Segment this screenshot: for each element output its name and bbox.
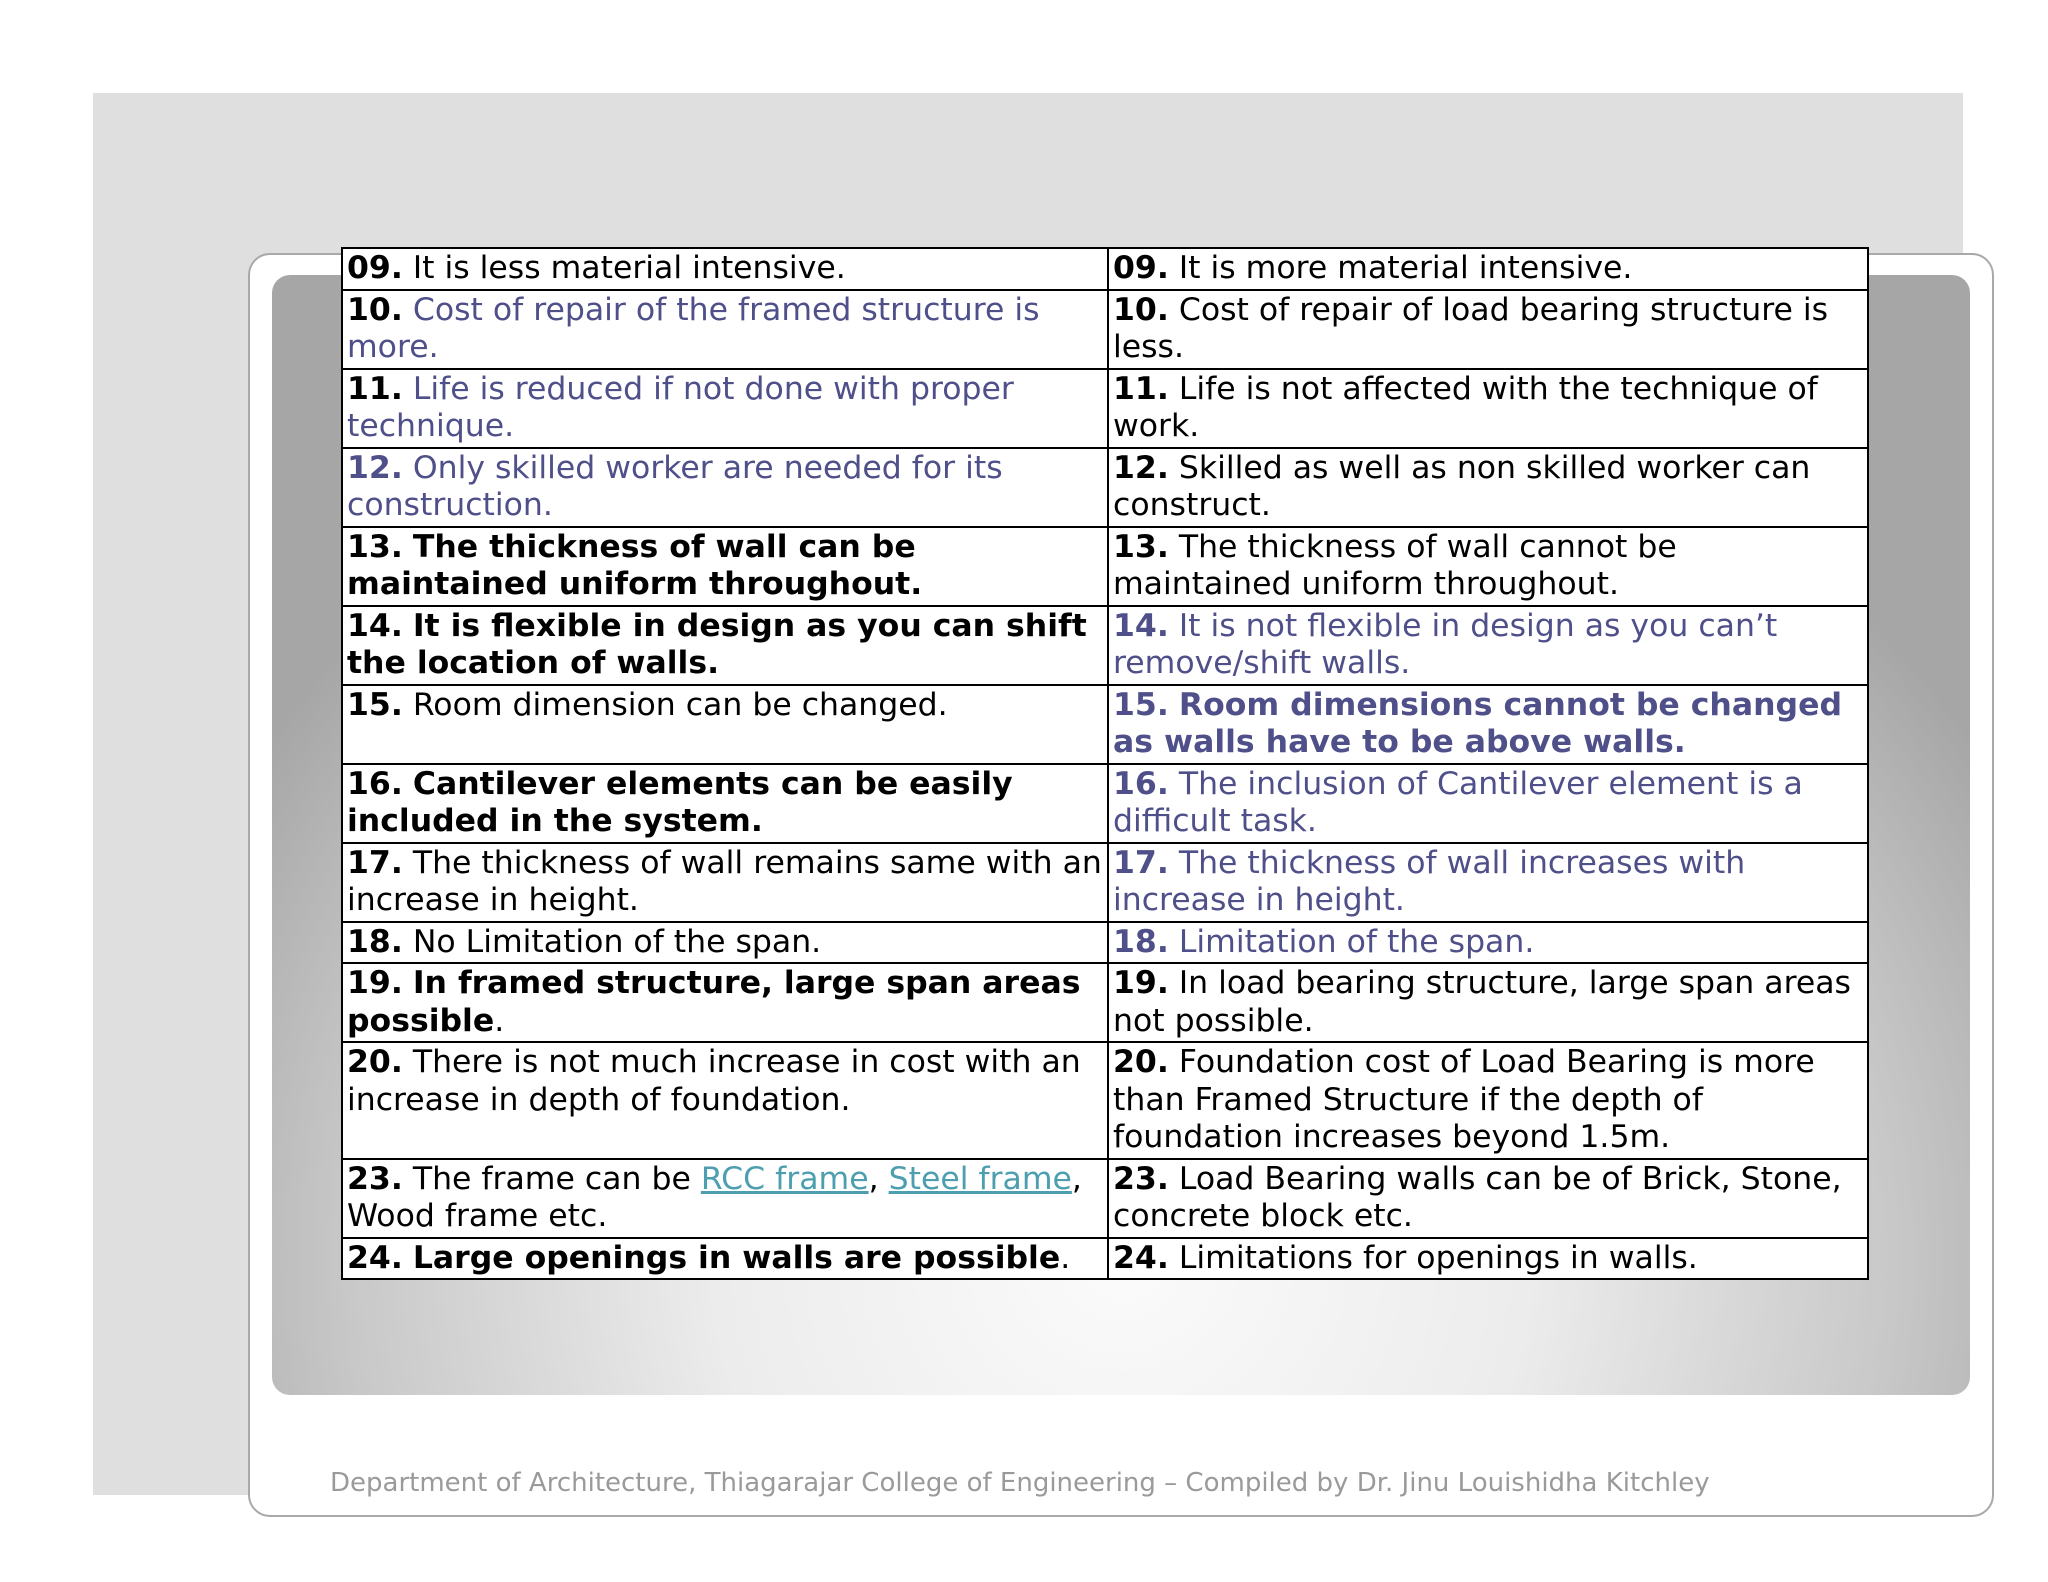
framed-cell-09 bbox=[342, 248, 1108, 290]
item-number: 23. bbox=[347, 1160, 403, 1197]
framed-cell-15 bbox=[342, 685, 1108, 764]
framed-cell-20 bbox=[342, 1042, 1108, 1159]
cell-text: Cost of repair of the framed structure is more. bbox=[347, 291, 1040, 365]
item-number: 13. bbox=[1113, 528, 1169, 565]
cell-text-tail: . bbox=[494, 1002, 505, 1039]
cell-text: Load Bearing walls can be of Brick, Stone, concrete block etc. bbox=[1113, 1160, 1842, 1234]
comparison-table bbox=[341, 247, 1869, 1280]
cell-text: It is more material intensive. bbox=[1178, 250, 1633, 286]
framed-cell-23 bbox=[342, 1159, 1108, 1238]
table-row bbox=[342, 843, 1868, 922]
item-number: 16. bbox=[347, 765, 403, 802]
loadbearing-cell-13 bbox=[1108, 527, 1868, 606]
loadbearing-cell-14 bbox=[1108, 606, 1868, 685]
cell-text: The frame can be bbox=[412, 1160, 701, 1197]
framed-cell-11 bbox=[342, 369, 1108, 448]
framed-cell-18 bbox=[342, 922, 1108, 964]
slide-background bbox=[93, 93, 1963, 1498]
loadbearing-cell-15 bbox=[1108, 685, 1868, 764]
item-number: 12. bbox=[347, 449, 403, 486]
loadbearing-cell-12 bbox=[1108, 448, 1868, 527]
item-number: 18. bbox=[347, 923, 403, 960]
loadbearing-cell-11 bbox=[1108, 369, 1868, 448]
cell-text: There is not much increase in cost with an increase in depth of foundation. bbox=[347, 1044, 1081, 1118]
cell-text: The thickness of wall remains same with an increase in height. bbox=[347, 844, 1102, 918]
table-row bbox=[342, 1159, 1868, 1238]
item-number: 19. bbox=[1113, 965, 1169, 1001]
cell-text: The thickness of wall cannot be maintained uniform throughout. bbox=[1113, 528, 1677, 602]
item-number: 10. bbox=[1113, 291, 1169, 328]
cell-text: Large openings in walls are possible bbox=[412, 1239, 1061, 1276]
cell-text-tail: . bbox=[1060, 1239, 1071, 1276]
table-row bbox=[342, 963, 1868, 1042]
steel-frame-link[interactable]: Steel frame bbox=[888, 1160, 1072, 1197]
item-number: 17. bbox=[347, 844, 403, 881]
item-number: 17. bbox=[1113, 844, 1169, 881]
cell-text: Life is reduced if not done with proper technique. bbox=[347, 370, 1014, 444]
cell-text: In framed structure, large span areas possible bbox=[347, 965, 1081, 1039]
loadbearing-cell-19 bbox=[1108, 963, 1868, 1042]
framed-cell-19 bbox=[342, 963, 1108, 1042]
table-row bbox=[342, 1238, 1868, 1280]
table-row bbox=[342, 448, 1868, 527]
cell-text: Only skilled worker are needed for its construction. bbox=[347, 449, 1003, 523]
table-row bbox=[342, 1042, 1868, 1159]
table-row bbox=[342, 922, 1868, 964]
loadbearing-cell-16 bbox=[1108, 764, 1868, 843]
cell-text: No Limitation of the span. bbox=[412, 923, 822, 960]
item-number: 09. bbox=[1113, 250, 1169, 286]
loadbearing-cell-17 bbox=[1108, 843, 1868, 922]
framed-cell-16 bbox=[342, 764, 1108, 843]
framed-cell-14 bbox=[342, 606, 1108, 685]
item-number: 12. bbox=[1113, 449, 1169, 486]
item-number: 20. bbox=[1113, 1044, 1169, 1080]
item-number: 13. bbox=[347, 528, 403, 565]
item-number: 16. bbox=[1113, 765, 1169, 802]
cell-text: The inclusion of Cantilever element is a difficult task. bbox=[1113, 765, 1803, 839]
table-row bbox=[342, 248, 1868, 290]
table-row bbox=[342, 606, 1868, 685]
item-number: 19. bbox=[347, 965, 403, 1001]
cell-text: Room dimensions cannot be changed as walls have to be above walls. bbox=[1113, 686, 1843, 760]
cell-text: Limitation of the span. bbox=[1178, 923, 1535, 960]
loadbearing-cell-10 bbox=[1108, 290, 1868, 369]
table-row bbox=[342, 290, 1868, 369]
framed-cell-13 bbox=[342, 527, 1108, 606]
cell-text: It is flexible in design as you can shift the location of walls. bbox=[347, 607, 1087, 681]
item-number: 09. bbox=[347, 250, 403, 286]
item-number: 23. bbox=[1113, 1160, 1169, 1197]
item-number: 10. bbox=[347, 291, 403, 328]
cell-text: , Wood frame etc. bbox=[347, 1160, 1082, 1234]
framed-cell-24 bbox=[342, 1238, 1108, 1280]
cell-text: It is less material intensive. bbox=[412, 250, 846, 286]
table-row bbox=[342, 527, 1868, 606]
item-number: 18. bbox=[1113, 923, 1169, 960]
cell-text: Limitations for openings in walls. bbox=[1178, 1239, 1698, 1276]
cell-text: The thickness of wall can be maintained uniform throughout. bbox=[347, 528, 923, 602]
item-number: 14. bbox=[1113, 607, 1169, 644]
cell-text: Life is not affected with the technique of work. bbox=[1113, 370, 1818, 444]
item-number: 15. bbox=[1113, 686, 1169, 723]
table-row bbox=[342, 764, 1868, 843]
loadbearing-cell-18 bbox=[1108, 922, 1868, 964]
item-number: 14. bbox=[347, 607, 403, 644]
cell-text: Cantilever elements can be easily included in the system. bbox=[347, 765, 1013, 839]
item-number: 24. bbox=[1113, 1239, 1169, 1276]
cell-text: The thickness of wall increases with increase in height. bbox=[1113, 844, 1746, 918]
item-number: 15. bbox=[347, 686, 403, 723]
loadbearing-cell-24 bbox=[1108, 1238, 1868, 1280]
loadbearing-cell-09 bbox=[1108, 248, 1868, 290]
cell-text: Skilled as well as non skilled worker can construct. bbox=[1113, 449, 1811, 523]
item-number: 20. bbox=[347, 1044, 403, 1080]
cell-text: In load bearing structure, large span areas not possible. bbox=[1113, 965, 1851, 1039]
cell-text: Foundation cost of Load Bearing is more than Framed Structure if the depth of foundation increases beyond 1.5m. bbox=[1113, 1044, 1815, 1155]
slide-footer: Department of Architecture, Thiagarajar College of Engineering – Compiled by Dr. Jinu Louishidha Kitchley bbox=[330, 1468, 1710, 1498]
table-row bbox=[342, 369, 1868, 448]
cell-text: Cost of repair of load bearing structure is less. bbox=[1113, 291, 1829, 365]
framed-cell-17 bbox=[342, 843, 1108, 922]
item-number: 11. bbox=[347, 370, 403, 407]
item-number: 24. bbox=[347, 1239, 403, 1276]
loadbearing-cell-23 bbox=[1108, 1159, 1868, 1238]
table-row bbox=[342, 685, 1868, 764]
cell-text: Room dimension can be changed. bbox=[412, 686, 948, 723]
loadbearing-cell-20 bbox=[1108, 1042, 1868, 1159]
cell-text-separator: , bbox=[868, 1160, 889, 1197]
rcc-frame-link[interactable]: RCC frame bbox=[700, 1160, 869, 1197]
cell-text: It is not flexible in design as you can’t remove/shift walls. bbox=[1113, 607, 1778, 681]
framed-cell-10 bbox=[342, 290, 1108, 369]
framed-cell-12 bbox=[342, 448, 1108, 527]
item-number: 11. bbox=[1113, 370, 1169, 407]
